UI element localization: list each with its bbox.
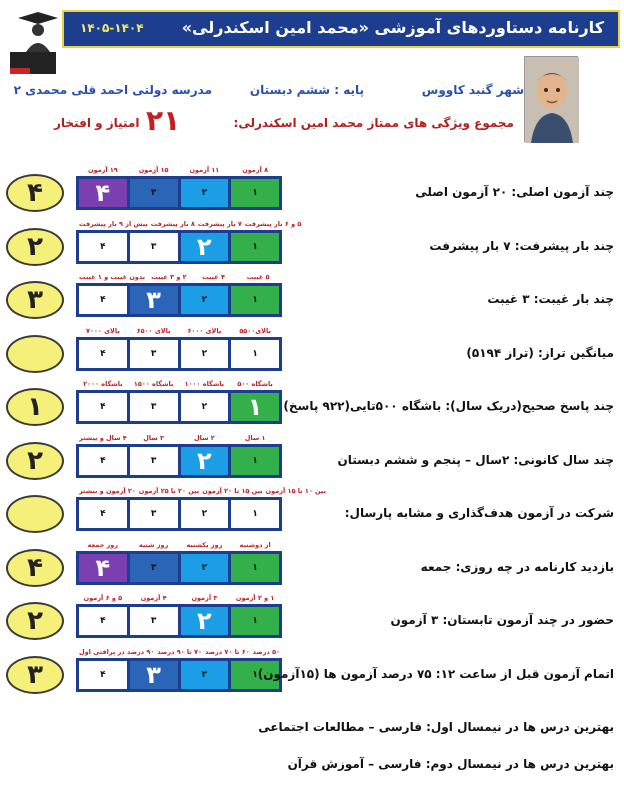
criterion-label: اتمام آزمون قبل از ساعت ۱۲: ۷۵ درصد آزمون ها (۱۵آزمون) (257, 667, 614, 681)
criterion-label: چند پاسخ صحیح(دریک سال): باشگاه ۵۰۰تایی(۹۲۲ پاسخ) (283, 399, 614, 413)
level-cell: ۲ (181, 286, 229, 314)
level-cell: ۴ (79, 393, 127, 421)
level-cell: ۴ (79, 233, 127, 261)
level-cells (76, 230, 282, 264)
level-caption: روز یکشنبه (186, 541, 223, 549)
level-caption: باشگاه ۱۰۰۰ (184, 380, 225, 388)
level-cells (76, 390, 282, 424)
level-cells (76, 551, 282, 585)
level-cell: ۲ (181, 179, 229, 207)
level-caption: از دوشنبه (239, 541, 271, 549)
level-cell: ۴ (79, 554, 127, 582)
level-cell: ۴ (79, 661, 127, 689)
criterion-label: چند بار پیشرفت: ۷ بار پیشرفت (429, 239, 614, 253)
level-cell: ۳ (130, 286, 178, 314)
level-cell: ۱ (231, 554, 279, 582)
score-medal: ۳ (6, 656, 64, 694)
score-medal: ۲ (6, 228, 64, 266)
level-cell: ۳ (130, 447, 178, 475)
level-cell: ۳ (130, 340, 178, 368)
score-medal: ۴ (6, 549, 64, 587)
level-caption: ۷ بار پیشرفت (197, 220, 242, 228)
level-cells (76, 444, 282, 478)
level-caption: بین ۲۰ تا ۲۵ آزمون (138, 487, 200, 495)
level-cell: ۱ (231, 179, 279, 207)
caption-row (76, 166, 282, 174)
level-cell: ۲ (181, 554, 229, 582)
level-caption: ۴ غیبت (202, 273, 225, 281)
level-caption: ۴ سال و بیشتر (79, 434, 127, 442)
level-caption: بدون غیبت و ۱ غیبت (79, 273, 146, 281)
level-caption: ۸ آزمون (242, 166, 269, 174)
level-cells (76, 658, 282, 692)
level-caption: ۱۵ آزمون (138, 166, 169, 174)
level-cell: ۱ (231, 286, 279, 314)
level-cells (76, 337, 282, 371)
level-caption: ۵ و ۶ آزمون (83, 594, 123, 602)
grade-label: پایه : ششم دبستان (249, 83, 364, 97)
level-caption: روز جمعه (87, 541, 119, 549)
city-label: شهر گنبد کاووس (421, 83, 524, 97)
level-cell: ۱ (231, 340, 279, 368)
criterion-label: میانگین تراز: (تراز ۵۱۹۴) (466, 346, 614, 360)
level-cells (76, 176, 282, 210)
level-caption: ۲ و ۳ غیبت (151, 273, 187, 281)
caption-row (76, 434, 282, 442)
footer-line-1: بهترین درس ها در نیمسال اول: فارسی – مطالعات اجتماعی (258, 720, 614, 734)
level-cell: ۳ (130, 607, 178, 635)
score-medal: ۳ (6, 281, 64, 319)
level-cell: ۳ (130, 179, 178, 207)
caption-row (76, 220, 302, 228)
level-caption: ۵ غیبت (246, 273, 270, 281)
level-caption: ۱۹ آزمون (87, 166, 118, 174)
level-caption: بالای۵۵۰۰ (239, 327, 271, 335)
score-medal: ۲ (6, 602, 64, 640)
level-cell: ۳ (130, 500, 178, 528)
level-caption: بین ۱۵ تا ۲۰ آزمون (202, 487, 263, 495)
level-cell: ۴ (79, 447, 127, 475)
caption-row (76, 648, 282, 656)
level-caption: ۳ آزمون (191, 594, 218, 602)
level-caption: ۵ و ۶ بار پیشرفت (244, 220, 302, 228)
level-cell: ۲ (181, 661, 229, 689)
level-cell: ۳ (130, 393, 178, 421)
level-caption: بالای ۷۰۰۰ (85, 327, 120, 335)
level-cell: ۱ (231, 393, 279, 421)
kanoon-logo (4, 8, 60, 78)
caption-row (76, 594, 282, 602)
level-cell: ۱ (231, 500, 279, 528)
level-cell: ۲ (181, 340, 229, 368)
caption-row (76, 487, 327, 495)
level-cell: ۴ (79, 286, 127, 314)
level-cell: ۳ (130, 233, 178, 261)
criterion-label: حضور در چند آزمون تابستان: ۳ آزمون (390, 613, 614, 627)
score-medal: ۱ (6, 388, 64, 426)
level-cell: ۲ (181, 233, 229, 261)
score-medal (6, 495, 64, 533)
level-caption: ۵۰ درصد (252, 648, 280, 656)
caption-row (76, 380, 282, 388)
caption-row (76, 273, 282, 281)
criterion-label: بازدید کارنامه در چه روزی: جمعه (420, 560, 614, 574)
summary-label: مجموع ویژگی های ممتاز محمد امین اسکندرلی: (233, 116, 514, 130)
level-cell: ۲ (181, 447, 229, 475)
level-caption: بالای ۶۵۰۰ (136, 327, 171, 335)
level-cell: ۲ (181, 393, 229, 421)
level-caption: ۱ سال (244, 434, 266, 442)
level-cell: ۱ (231, 447, 279, 475)
criterion-label: چند آزمون اصلی: ۲۰ آزمون اصلی (415, 185, 614, 199)
level-cell: ۴ (79, 340, 127, 368)
school-label: مدرسه دولتی احمد قلی محمدی ۲ (13, 83, 212, 97)
level-caption: ۱ و ۲ آزمون (235, 594, 275, 602)
level-cell: ۱ (231, 233, 279, 261)
level-caption: ۲۰ آزمون و بیشتر (79, 487, 136, 495)
criterion-label: چند سال کانونی: ۲سال – پنجم و ششم دبستان (337, 453, 614, 467)
level-caption: ۷۰ تا ۹۰ درصد (157, 648, 202, 656)
level-cells (76, 283, 282, 317)
score-medal: ۴ (6, 174, 64, 212)
caption-row (76, 541, 282, 549)
level-caption: روز شنبه (138, 541, 169, 549)
level-cell: ۲ (181, 607, 229, 635)
level-cell: ۱ (231, 661, 279, 689)
level-caption: ۹۰ درصد در پراقتی اول (79, 648, 155, 656)
title-bar (62, 10, 620, 48)
score-medal (6, 335, 64, 373)
score-unit: امتیاز و افتخار (54, 116, 140, 130)
criterion-label: چند بار غیبت: ۳ غیبت (487, 292, 614, 306)
level-caption: بین ۱۰ تا ۱۵ آزمون (265, 487, 327, 495)
level-cell: ۳ (130, 554, 178, 582)
total-score: ۲۱ (146, 104, 181, 137)
page-title: کارنامه دستاوردهای آموزشی «محمد امین اسکندرلی» (181, 18, 604, 37)
level-cell: ۴ (79, 607, 127, 635)
level-cell: ۲ (181, 500, 229, 528)
level-caption: بالای ۶۰۰۰ (187, 327, 222, 335)
level-caption: باشگاه ۵۰۰ (237, 380, 273, 388)
level-cells (76, 497, 282, 531)
score-medal: ۲ (6, 442, 64, 480)
level-cell: ۳ (130, 661, 178, 689)
level-cell: ۴ (79, 500, 127, 528)
footer-line-2: بهترین درس ها در نیمسال دوم: فارسی – آموزش قرآن (287, 757, 614, 771)
level-cell: ۴ (79, 179, 127, 207)
level-cells (76, 604, 282, 638)
level-caption: ۱۱ آزمون (189, 166, 220, 174)
level-caption: باشگاه ۲۰۰۰ (83, 380, 123, 388)
student-photo (524, 56, 578, 142)
level-caption: ۲ سال (194, 434, 215, 442)
level-caption: ۸ بار پیشرفت (150, 220, 195, 228)
level-caption: بیش از ۹ بار پیشرفت (79, 220, 148, 228)
level-caption: ۴ آزمون (140, 594, 167, 602)
caption-row (76, 327, 282, 335)
level-caption: ۶۰ تا ۷۰ درصد (204, 648, 250, 656)
title-year: ۱۴۰۵-۱۴۰۴ (80, 21, 144, 35)
level-caption: ۳ سال (143, 434, 164, 442)
level-caption: باشگاه ۱۵۰۰ (133, 380, 174, 388)
level-cell: ۱ (231, 607, 279, 635)
criterion-label: شرکت در آزمون هدف‌گذاری و مشابه پارسال: (344, 506, 614, 520)
